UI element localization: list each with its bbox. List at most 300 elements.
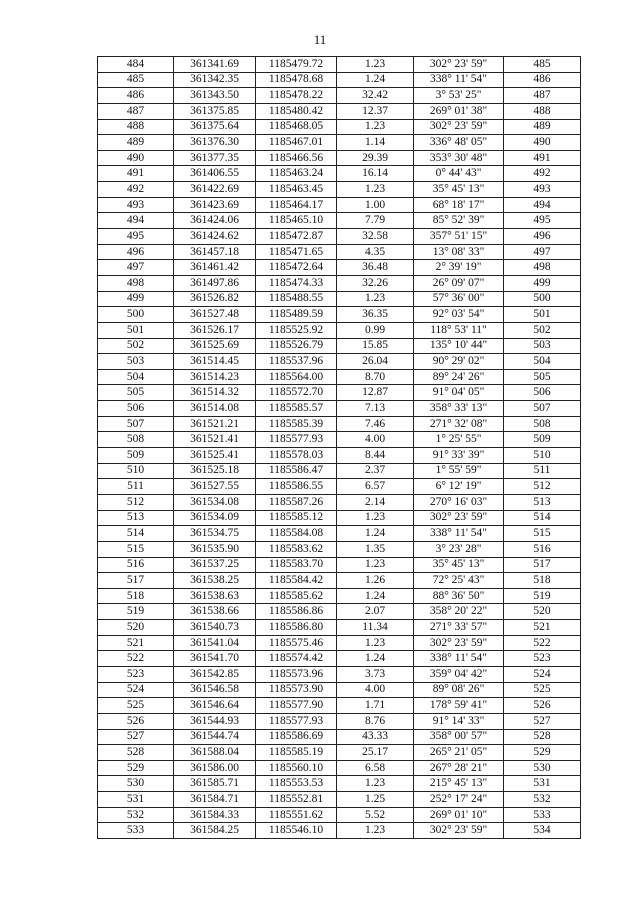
y-coordinate-cell: 1185586.55 — [256, 479, 337, 495]
next-point-cell: 508 — [504, 416, 581, 432]
x-coordinate-cell: 361406.55 — [174, 166, 256, 182]
next-point-cell: 514 — [504, 510, 581, 526]
x-coordinate-cell: 361586.00 — [174, 760, 256, 776]
point-number-cell: 489 — [98, 135, 174, 151]
next-point-cell: 495 — [504, 213, 581, 229]
bearing-cell: 72° 25' 43" — [414, 573, 504, 589]
y-coordinate-cell: 1185479.72 — [256, 57, 337, 73]
y-coordinate-cell: 1185586.69 — [256, 729, 337, 745]
table-row — [98, 635, 581, 651]
distance-cell: 1.26 — [337, 573, 414, 589]
y-coordinate-cell: 1185578.03 — [256, 448, 337, 464]
y-coordinate-cell: 1185488.55 — [256, 291, 337, 307]
point-number-cell: 491 — [98, 166, 174, 182]
next-point-cell: 494 — [504, 197, 581, 213]
table-row — [98, 432, 581, 448]
distance-cell: 4.00 — [337, 432, 414, 448]
point-number-cell: 488 — [98, 119, 174, 135]
next-point-cell: 501 — [504, 307, 581, 323]
x-coordinate-cell: 361525.69 — [174, 338, 256, 354]
coordinates-table — [97, 56, 581, 839]
x-coordinate-cell: 361457.18 — [174, 244, 256, 260]
table-row — [98, 401, 581, 417]
table-row — [98, 150, 581, 166]
distance-cell: 1.23 — [337, 823, 414, 839]
table-row — [98, 416, 581, 432]
bearing-cell: 35° 45' 13" — [414, 182, 504, 198]
point-number-cell: 511 — [98, 479, 174, 495]
table-row — [98, 135, 581, 151]
bearing-cell: 302° 23' 59" — [414, 823, 504, 839]
distance-cell: 16.14 — [337, 166, 414, 182]
table-row — [98, 698, 581, 714]
y-coordinate-cell: 1185583.70 — [256, 557, 337, 573]
y-coordinate-cell: 1185583.62 — [256, 541, 337, 557]
table-row — [98, 291, 581, 307]
table-row — [98, 588, 581, 604]
point-number-cell: 515 — [98, 541, 174, 557]
distance-cell: 1.23 — [337, 291, 414, 307]
y-coordinate-cell: 1185564.00 — [256, 369, 337, 385]
y-coordinate-cell: 1185577.90 — [256, 698, 337, 714]
bearing-cell: 1° 55' 59" — [414, 463, 504, 479]
next-point-cell: 526 — [504, 698, 581, 714]
y-coordinate-cell: 1185552.81 — [256, 792, 337, 808]
y-coordinate-cell: 1185546.10 — [256, 823, 337, 839]
table-row — [98, 510, 581, 526]
table-row — [98, 573, 581, 589]
table-row — [98, 682, 581, 698]
x-coordinate-cell: 361534.09 — [174, 510, 256, 526]
next-point-cell: 530 — [504, 760, 581, 776]
x-coordinate-cell: 361541.70 — [174, 651, 256, 667]
point-number-cell: 492 — [98, 182, 174, 198]
distance-cell: 8.44 — [337, 448, 414, 464]
distance-cell: 25.17 — [337, 745, 414, 761]
y-coordinate-cell: 1185551.62 — [256, 807, 337, 823]
next-point-cell: 497 — [504, 244, 581, 260]
point-number-cell: 532 — [98, 807, 174, 823]
next-point-cell: 515 — [504, 526, 581, 542]
x-coordinate-cell: 361584.33 — [174, 807, 256, 823]
bearing-cell: 302° 23' 59" — [414, 635, 504, 651]
distance-cell: 2.14 — [337, 494, 414, 510]
y-coordinate-cell: 1185585.12 — [256, 510, 337, 526]
point-number-cell: 505 — [98, 385, 174, 401]
table-row — [98, 494, 581, 510]
next-point-cell: 492 — [504, 166, 581, 182]
bearing-cell: 85° 52' 39" — [414, 213, 504, 229]
point-number-cell: 509 — [98, 448, 174, 464]
bearing-cell: 338° 11' 54" — [414, 526, 504, 542]
next-point-cell: 529 — [504, 745, 581, 761]
point-number-cell: 517 — [98, 573, 174, 589]
y-coordinate-cell: 1185472.87 — [256, 229, 337, 245]
distance-cell: 15.85 — [337, 338, 414, 354]
distance-cell: 5.52 — [337, 807, 414, 823]
x-coordinate-cell: 361527.55 — [174, 479, 256, 495]
table-body — [98, 57, 581, 839]
page-number: 11 — [313, 32, 327, 47]
distance-cell: 1.24 — [337, 72, 414, 88]
point-number-cell: 524 — [98, 682, 174, 698]
table-row — [98, 713, 581, 729]
point-number-cell: 496 — [98, 244, 174, 260]
table-row — [98, 823, 581, 839]
y-coordinate-cell: 1185464.17 — [256, 197, 337, 213]
x-coordinate-cell: 361588.04 — [174, 745, 256, 761]
x-coordinate-cell: 361341.69 — [174, 57, 256, 73]
point-number-cell: 526 — [98, 713, 174, 729]
bearing-cell: 0° 44' 43" — [414, 166, 504, 182]
distance-cell: 12.37 — [337, 103, 414, 119]
y-coordinate-cell: 1185585.39 — [256, 416, 337, 432]
distance-cell: 6.57 — [337, 479, 414, 495]
table-row — [98, 166, 581, 182]
table-row — [98, 322, 581, 338]
table-row — [98, 448, 581, 464]
table-row — [98, 182, 581, 198]
point-number-cell: 501 — [98, 322, 174, 338]
bearing-cell: 302° 23' 59" — [414, 119, 504, 135]
point-number-cell: 506 — [98, 401, 174, 417]
y-coordinate-cell: 1185572.70 — [256, 385, 337, 401]
next-point-cell: 524 — [504, 666, 581, 682]
next-point-cell: 493 — [504, 182, 581, 198]
table-row — [98, 760, 581, 776]
bearing-cell: 13° 08' 33" — [414, 244, 504, 260]
next-point-cell: 489 — [504, 119, 581, 135]
y-coordinate-cell: 1185468.05 — [256, 119, 337, 135]
table-row — [98, 213, 581, 229]
next-point-cell: 510 — [504, 448, 581, 464]
x-coordinate-cell: 361497.86 — [174, 275, 256, 291]
x-coordinate-cell: 361375.64 — [174, 119, 256, 135]
distance-cell: 4.00 — [337, 682, 414, 698]
point-number-cell: 531 — [98, 792, 174, 808]
distance-cell: 1.00 — [337, 197, 414, 213]
next-point-cell: 534 — [504, 823, 581, 839]
bearing-cell: 215° 45' 13" — [414, 776, 504, 792]
bearing-cell: 118° 53' 11" — [414, 322, 504, 338]
bearing-cell: 3° 23' 28" — [414, 541, 504, 557]
bearing-cell: 26° 09' 07" — [414, 275, 504, 291]
next-point-cell: 490 — [504, 135, 581, 151]
x-coordinate-cell: 361542.85 — [174, 666, 256, 682]
next-point-cell: 506 — [504, 385, 581, 401]
distance-cell: 2.07 — [337, 604, 414, 620]
x-coordinate-cell: 361375.85 — [174, 103, 256, 119]
point-number-cell: 516 — [98, 557, 174, 573]
point-number-cell: 500 — [98, 307, 174, 323]
y-coordinate-cell: 1185465.10 — [256, 213, 337, 229]
point-number-cell: 485 — [98, 72, 174, 88]
y-coordinate-cell: 1185575.46 — [256, 635, 337, 651]
distance-cell: 1.71 — [337, 698, 414, 714]
table-row — [98, 307, 581, 323]
point-number-cell: 490 — [98, 150, 174, 166]
next-point-cell: 512 — [504, 479, 581, 495]
y-coordinate-cell: 1185560.10 — [256, 760, 337, 776]
x-coordinate-cell: 361376.30 — [174, 135, 256, 151]
y-coordinate-cell: 1185573.96 — [256, 666, 337, 682]
point-number-cell: 504 — [98, 369, 174, 385]
table-row — [98, 620, 581, 636]
x-coordinate-cell: 361424.06 — [174, 213, 256, 229]
distance-cell: 26.04 — [337, 354, 414, 370]
distance-cell: 1.23 — [337, 557, 414, 573]
next-point-cell: 509 — [504, 432, 581, 448]
next-point-cell: 531 — [504, 776, 581, 792]
bearing-cell: 265° 21' 05" — [414, 745, 504, 761]
distance-cell: 32.58 — [337, 229, 414, 245]
bearing-cell: 338° 11' 54" — [414, 651, 504, 667]
y-coordinate-cell: 1185585.62 — [256, 588, 337, 604]
bearing-cell: 358° 20' 22" — [414, 604, 504, 620]
table-row — [98, 541, 581, 557]
table-row — [98, 385, 581, 401]
x-coordinate-cell: 361585.71 — [174, 776, 256, 792]
point-number-cell: 487 — [98, 103, 174, 119]
point-number-cell: 520 — [98, 620, 174, 636]
table-row — [98, 666, 581, 682]
next-point-cell: 491 — [504, 150, 581, 166]
x-coordinate-cell: 361541.04 — [174, 635, 256, 651]
point-number-cell: 527 — [98, 729, 174, 745]
bearing-cell: 267° 28' 21" — [414, 760, 504, 776]
table-row — [98, 745, 581, 761]
x-coordinate-cell: 361526.17 — [174, 322, 256, 338]
bearing-cell: 271° 32' 08" — [414, 416, 504, 432]
x-coordinate-cell: 361525.41 — [174, 448, 256, 464]
bearing-cell: 358° 00' 57" — [414, 729, 504, 745]
bearing-cell: 1° 25' 55" — [414, 432, 504, 448]
bearing-cell: 91° 14' 33" — [414, 713, 504, 729]
bearing-cell: 269° 01' 38" — [414, 103, 504, 119]
y-coordinate-cell: 1185553.53 — [256, 776, 337, 792]
table-row — [98, 807, 581, 823]
table-row — [98, 260, 581, 276]
bearing-cell: 89° 24' 26" — [414, 369, 504, 385]
point-number-cell: 523 — [98, 666, 174, 682]
next-point-cell: 485 — [504, 57, 581, 73]
next-point-cell: 522 — [504, 635, 581, 651]
next-point-cell: 498 — [504, 260, 581, 276]
distance-cell: 4.35 — [337, 244, 414, 260]
point-number-cell: 486 — [98, 88, 174, 104]
bearing-cell: 252° 17' 24" — [414, 792, 504, 808]
y-coordinate-cell: 1185463.24 — [256, 166, 337, 182]
table-row — [98, 119, 581, 135]
x-coordinate-cell: 361377.35 — [174, 150, 256, 166]
next-point-cell: 488 — [504, 103, 581, 119]
bearing-cell: 35° 45' 13" — [414, 557, 504, 573]
table-row — [98, 72, 581, 88]
x-coordinate-cell: 361514.23 — [174, 369, 256, 385]
next-point-cell: 518 — [504, 573, 581, 589]
table-row — [98, 463, 581, 479]
bearing-cell: 6° 12' 19" — [414, 479, 504, 495]
point-number-cell: 518 — [98, 588, 174, 604]
distance-cell: 1.23 — [337, 776, 414, 792]
next-point-cell: 516 — [504, 541, 581, 557]
x-coordinate-cell: 361535.90 — [174, 541, 256, 557]
distance-cell: 7.13 — [337, 401, 414, 417]
point-number-cell: 530 — [98, 776, 174, 792]
x-coordinate-cell: 361343.50 — [174, 88, 256, 104]
distance-cell: 32.26 — [337, 275, 414, 291]
next-point-cell: 511 — [504, 463, 581, 479]
table-row — [98, 526, 581, 542]
y-coordinate-cell: 1185472.64 — [256, 260, 337, 276]
bearing-cell: 91° 04' 05" — [414, 385, 504, 401]
y-coordinate-cell: 1185489.59 — [256, 307, 337, 323]
point-number-cell: 528 — [98, 745, 174, 761]
x-coordinate-cell: 361537.25 — [174, 557, 256, 573]
point-number-cell: 533 — [98, 823, 174, 839]
y-coordinate-cell: 1185463.45 — [256, 182, 337, 198]
next-point-cell: 519 — [504, 588, 581, 604]
distance-cell: 12.87 — [337, 385, 414, 401]
bearing-cell: 269° 01' 10" — [414, 807, 504, 823]
x-coordinate-cell: 361461.42 — [174, 260, 256, 276]
y-coordinate-cell: 1185574.42 — [256, 651, 337, 667]
bearing-cell: 302° 23' 59" — [414, 510, 504, 526]
x-coordinate-cell: 361544.93 — [174, 713, 256, 729]
next-point-cell: 523 — [504, 651, 581, 667]
table-row — [98, 557, 581, 573]
x-coordinate-cell: 361521.21 — [174, 416, 256, 432]
table-row — [98, 729, 581, 745]
y-coordinate-cell: 1185573.90 — [256, 682, 337, 698]
next-point-cell: 528 — [504, 729, 581, 745]
distance-cell: 1.23 — [337, 57, 414, 73]
distance-cell: 1.24 — [337, 526, 414, 542]
x-coordinate-cell: 361526.82 — [174, 291, 256, 307]
x-coordinate-cell: 361342.35 — [174, 72, 256, 88]
next-point-cell: 513 — [504, 494, 581, 510]
y-coordinate-cell: 1185584.08 — [256, 526, 337, 542]
point-number-cell: 521 — [98, 635, 174, 651]
x-coordinate-cell: 361422.69 — [174, 182, 256, 198]
distance-cell: 1.24 — [337, 588, 414, 604]
x-coordinate-cell: 361584.71 — [174, 792, 256, 808]
point-number-cell: 503 — [98, 354, 174, 370]
point-number-cell: 522 — [98, 651, 174, 667]
table-row — [98, 338, 581, 354]
next-point-cell: 525 — [504, 682, 581, 698]
x-coordinate-cell: 361521.41 — [174, 432, 256, 448]
next-point-cell: 486 — [504, 72, 581, 88]
bearing-cell: 302° 23' 59" — [414, 57, 504, 73]
table-row — [98, 354, 581, 370]
table-row — [98, 103, 581, 119]
bearing-cell: 336° 48' 05" — [414, 135, 504, 151]
y-coordinate-cell: 1185467.01 — [256, 135, 337, 151]
y-coordinate-cell: 1185478.68 — [256, 72, 337, 88]
x-coordinate-cell: 361514.08 — [174, 401, 256, 417]
next-point-cell: 499 — [504, 275, 581, 291]
point-number-cell: 498 — [98, 275, 174, 291]
bearing-cell: 2° 39' 19" — [414, 260, 504, 276]
bearing-cell: 3° 53' 25" — [414, 88, 504, 104]
distance-cell: 29.39 — [337, 150, 414, 166]
x-coordinate-cell: 361424.62 — [174, 229, 256, 245]
distance-cell: 1.14 — [337, 135, 414, 151]
distance-cell: 36.48 — [337, 260, 414, 276]
next-point-cell: 532 — [504, 792, 581, 808]
distance-cell: 1.24 — [337, 651, 414, 667]
y-coordinate-cell: 1185577.93 — [256, 432, 337, 448]
y-coordinate-cell: 1185537.96 — [256, 354, 337, 370]
distance-cell: 1.23 — [337, 119, 414, 135]
y-coordinate-cell: 1185480.42 — [256, 103, 337, 119]
table-row — [98, 57, 581, 73]
bearing-cell: 270° 16' 03" — [414, 494, 504, 510]
next-point-cell: 487 — [504, 88, 581, 104]
x-coordinate-cell: 361423.69 — [174, 197, 256, 213]
bearing-cell: 68° 18' 17" — [414, 197, 504, 213]
x-coordinate-cell: 361538.25 — [174, 573, 256, 589]
next-point-cell: 507 — [504, 401, 581, 417]
bearing-cell: 359° 04' 42" — [414, 666, 504, 682]
bearing-cell: 338° 11' 54" — [414, 72, 504, 88]
point-number-cell: 494 — [98, 213, 174, 229]
next-point-cell: 527 — [504, 713, 581, 729]
point-number-cell: 499 — [98, 291, 174, 307]
bearing-cell: 357° 51' 15" — [414, 229, 504, 245]
point-number-cell: 495 — [98, 229, 174, 245]
x-coordinate-cell: 361514.32 — [174, 385, 256, 401]
y-coordinate-cell: 1185586.47 — [256, 463, 337, 479]
point-number-cell: 513 — [98, 510, 174, 526]
y-coordinate-cell: 1185584.42 — [256, 573, 337, 589]
table-row — [98, 88, 581, 104]
x-coordinate-cell: 361525.18 — [174, 463, 256, 479]
x-coordinate-cell: 361546.58 — [174, 682, 256, 698]
y-coordinate-cell: 1185586.86 — [256, 604, 337, 620]
distance-cell: 1.23 — [337, 510, 414, 526]
distance-cell: 7.79 — [337, 213, 414, 229]
x-coordinate-cell: 361540.73 — [174, 620, 256, 636]
distance-cell: 1.23 — [337, 635, 414, 651]
bearing-cell: 178° 59' 41" — [414, 698, 504, 714]
point-number-cell: 514 — [98, 526, 174, 542]
distance-cell: 32.42 — [337, 88, 414, 104]
point-number-cell: 493 — [98, 197, 174, 213]
table-row — [98, 369, 581, 385]
next-point-cell: 496 — [504, 229, 581, 245]
y-coordinate-cell: 1185586.80 — [256, 620, 337, 636]
next-point-cell: 505 — [504, 369, 581, 385]
bearing-cell: 88° 36' 50" — [414, 588, 504, 604]
distance-cell: 11.34 — [337, 620, 414, 636]
y-coordinate-cell: 1185587.26 — [256, 494, 337, 510]
x-coordinate-cell: 361534.75 — [174, 526, 256, 542]
bearing-cell: 135° 10' 44" — [414, 338, 504, 354]
bearing-cell: 91° 33' 39" — [414, 448, 504, 464]
table-row — [98, 776, 581, 792]
point-number-cell: 529 — [98, 760, 174, 776]
next-point-cell: 503 — [504, 338, 581, 354]
point-number-cell: 510 — [98, 463, 174, 479]
distance-cell: 8.70 — [337, 369, 414, 385]
point-number-cell: 502 — [98, 338, 174, 354]
distance-cell: 0.99 — [337, 322, 414, 338]
point-number-cell: 497 — [98, 260, 174, 276]
point-number-cell: 508 — [98, 432, 174, 448]
bearing-cell: 271° 33' 57" — [414, 620, 504, 636]
